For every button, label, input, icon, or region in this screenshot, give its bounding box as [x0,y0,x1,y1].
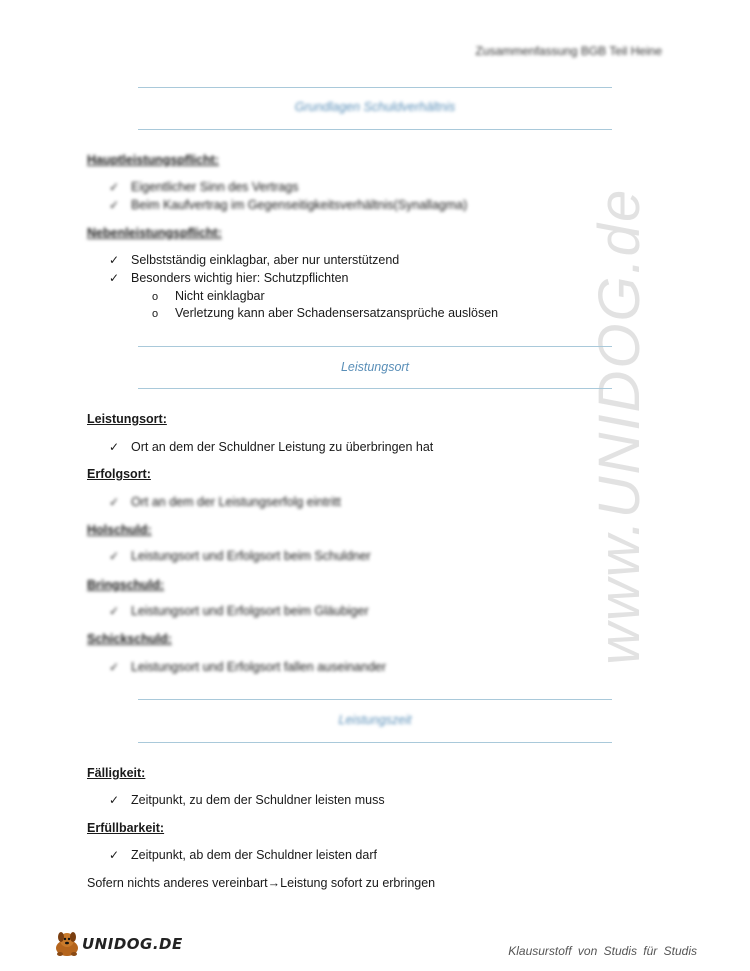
checkmark-icon: ✓ [109,848,120,862]
document-header-title: Zusammenfassung BGB Teil Heine [475,44,662,58]
checkmark-icon: ✓ [109,271,120,285]
list-item-text: Ort an dem der Leistungserfolg eintritt [131,495,341,509]
checkmark-icon: ✓ [109,198,120,212]
dog-mascot-icon [52,930,82,958]
closing-note-before: Sofern nichts anderes vereinbart [87,876,268,890]
sub-list-item-text: Nicht einklagbar [175,289,265,303]
sub-list-item [152,306,498,320]
circle-bullet-icon: o [152,291,159,303]
sub-list-item [152,289,265,303]
checkmark-icon: ✓ [109,549,120,563]
list-item-text: Ort an dem der Schuldner Leistung zu überbringen hat [131,440,434,454]
checkmark-icon: ✓ [109,440,120,454]
list-item-text: Beim Kaufvertrag im Gegenseitigkeitsverhältnis(Synallagma) [131,198,468,212]
list-item-text: Eigentlicher Sinn des Vertrags [131,180,299,194]
list-item [109,198,467,212]
list-item [109,495,341,509]
unidog-logo [52,930,183,958]
section-rule-top [138,699,612,700]
list-item-text: Leistungsort und Erfolgsort beim Schuldner [131,549,371,563]
list-item-text: Leistungsort und Erfolgsort beim Gläubiger [131,604,369,618]
heading-nebenleistungspflicht: Nebenleistungspflicht: [87,226,222,240]
heading-schickschuld: Schickschuld: [87,632,172,646]
sub-list-item-text: Verletzung kann aber Schadensersatzansprüche auslösen [175,306,499,320]
list-item [109,848,377,862]
checkmark-icon: ✓ [109,180,120,194]
list-item [109,660,386,674]
circle-bullet-icon: o [152,308,159,320]
logo-text: UNIDOG.DE [82,935,183,953]
checkmark-icon: ✓ [109,660,120,674]
footer-tagline: Klausurstoff von Studis für Studis [508,944,697,958]
watermark: www.UNIDOG.de [587,187,652,665]
section-title-grundlagen: Grundlagen Schuldverhältnis [294,100,456,114]
section-rule-bottom [138,129,612,130]
closing-note-after: Leistung sofort zu erbringen [280,876,436,890]
list-item [109,253,399,267]
list-item-text: Besonders wichtig hier: Schutzpflichten [131,271,349,285]
heading-erfolgsort: Erfolgsort: [87,467,151,481]
section-rule-bottom [138,742,612,743]
section-rule-top [138,346,612,347]
list-item-text: Selbstständig einklagbar, aber nur unterstützend [131,253,400,267]
list-item [109,604,369,618]
list-item [109,549,371,563]
heading-erfuellbarkeit: Erfüllbarkeit: [87,821,165,835]
list-item-text: Leistungsort und Erfolgsort fallen auseinander [131,660,387,674]
list-item-text: Zeitpunkt, zu dem der Schuldner leisten muss [131,793,385,807]
closing-note [87,876,435,890]
section-title-leistungszeit: Leistungszeit [338,713,412,727]
list-item-text: Zeitpunkt, ab dem der Schuldner leisten darf [131,848,377,862]
checkmark-icon: ✓ [109,604,120,618]
section-title-leistungsort: Leistungsort [340,360,410,374]
section-rule-top [138,87,612,88]
heading-faelligkeit: Fälligkeit: [87,766,146,780]
checkmark-icon: ✓ [109,495,120,509]
section-rule-bottom [138,388,612,389]
heading-hauptleistungspflicht: Hauptleistungspflicht: [87,153,219,167]
list-item [109,180,298,194]
checkmark-icon: ✓ [109,793,120,807]
heading-bringschuld: Bringschuld: [87,578,165,592]
heading-holschuld: Holschuld: [87,523,152,537]
checkmark-icon: ✓ [109,253,120,267]
list-item [109,793,385,807]
list-item [109,440,433,454]
right-arrow-icon: → [267,876,281,890]
list-item [109,271,348,285]
heading-leistungsort: Leistungsort: [87,412,167,426]
